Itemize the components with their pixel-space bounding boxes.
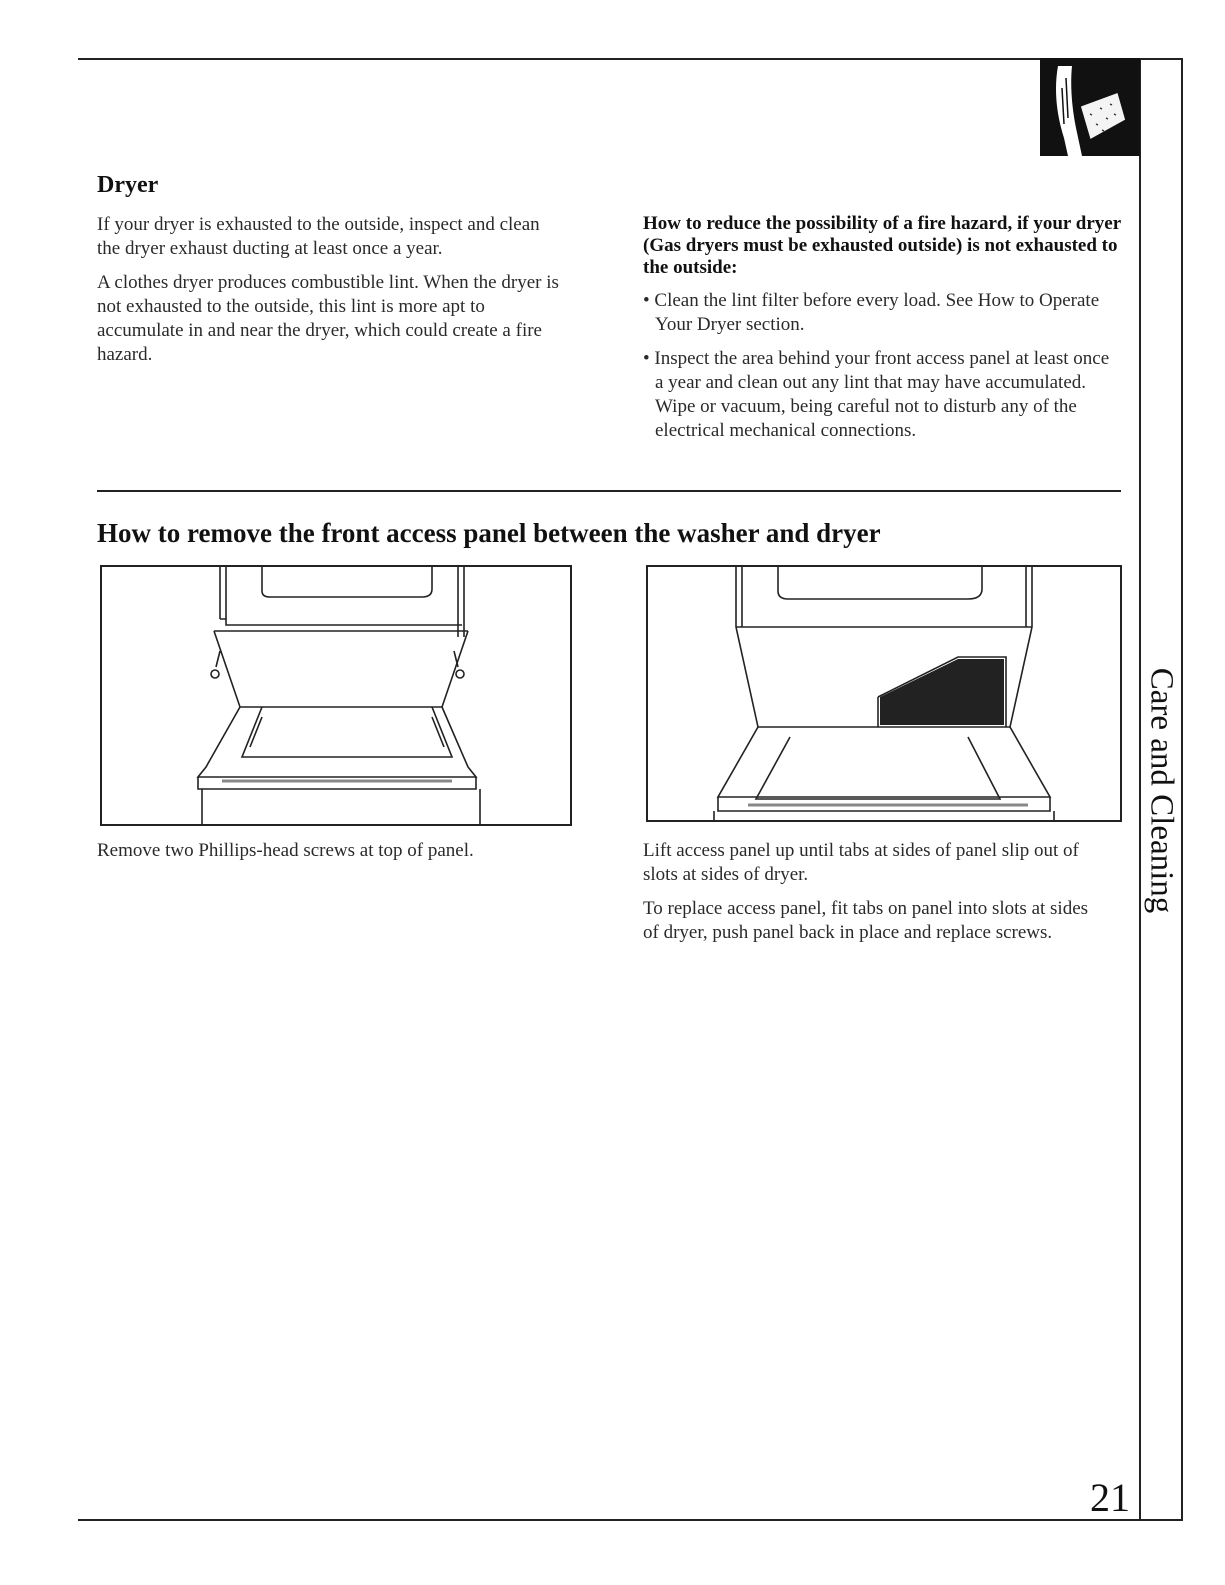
caption-left (97, 839, 567, 873)
top-rule (78, 58, 1182, 60)
bullet-inspect-panel: • Inspect the area behind your front access panel at least once a year and clean out any lint that may have accumulated. Wipe or vacuum, being careful not to disturb any of the electrical mechanical connections. (643, 348, 1110, 441)
page-number: 21 (1090, 1475, 1130, 1520)
caption-lift-panel: Lift access panel up until tabs at sides of panel slip out of slots at sides of dryer. (643, 840, 1079, 885)
bullet-lint-filter: • Clean the lint filter before every load. See How to Operate Your Dryer section. (643, 290, 1100, 335)
section-title: Dryer (97, 172, 159, 198)
left-column (97, 213, 567, 377)
paragraph-lint: A clothes dryer produces combustible lint. When the dryer is not exhausted to the outside, this lint is more apt to accumulate in and near the dryer, which could create a fire hazard. (97, 272, 559, 365)
side-tab-label (1140, 640, 1182, 940)
figure-remove-screws (100, 565, 572, 826)
panel-title: How to remove the front access panel between the washer and dryer (97, 518, 881, 548)
caption-right (643, 839, 1098, 955)
section-divider (97, 490, 1121, 492)
right-column (643, 213, 1121, 453)
paragraph-exhaust: If your dryer is exhausted to the outside, inspect and clean the dryer exhaust ducting at least once a year. (97, 214, 540, 259)
fire-hazard-heading: How to reduce the possibility of a fire hazard, if your dryer (Gas dryers must be exhausted outside) is not exhausted to the outside: (643, 213, 1121, 278)
caption-remove-screws: Remove two Phillips-head screws at top of panel. (97, 840, 474, 861)
bottom-rule (78, 1519, 1140, 1521)
caption-replace-panel: To replace access panel, fit tabs on panel into slots at sides of dryer, push panel back in place and replace screws. (643, 898, 1089, 943)
figure-lift-panel (646, 565, 1122, 822)
hand-with-sponge-icon (1040, 58, 1140, 156)
side-tab-text: Care and Cleaning (1143, 667, 1180, 913)
